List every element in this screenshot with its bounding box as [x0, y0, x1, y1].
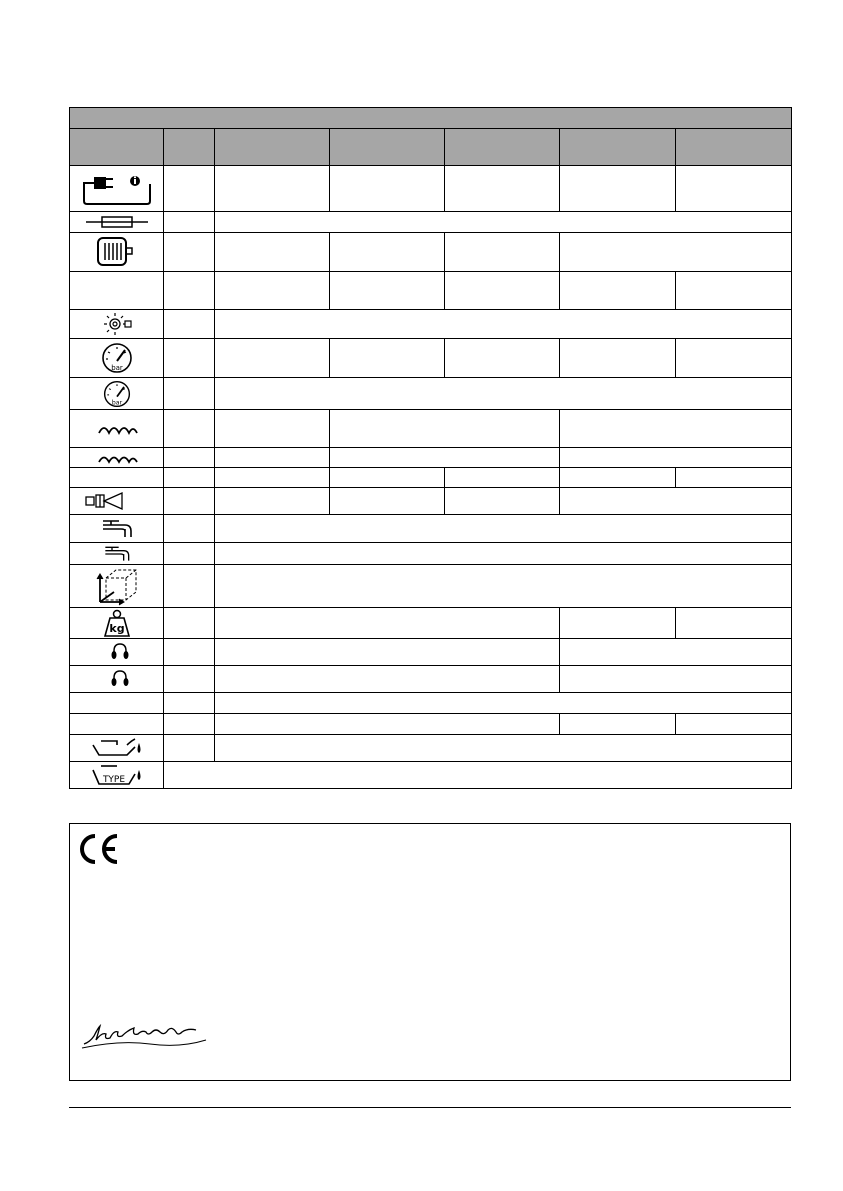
- ce-mark-icon: [78, 833, 120, 870]
- table-title-row: [70, 108, 792, 129]
- table-row: [70, 515, 792, 543]
- fuse-icon: [70, 212, 164, 233]
- ce-declaration-box: [69, 823, 791, 1081]
- svg-text:bar: bar: [110, 364, 123, 372]
- header-cell: [445, 129, 560, 166]
- table-row: [70, 735, 792, 762]
- water-tap-icon: [70, 515, 164, 543]
- table-row: [70, 608, 792, 639]
- oil-can-icon: [70, 735, 164, 762]
- table-row: [70, 565, 792, 608]
- ear-protection-icon: [70, 639, 164, 666]
- power-plug-icon: [70, 166, 164, 212]
- table-row: [70, 543, 792, 565]
- oil-type-icon: [70, 762, 164, 789]
- table-row: [70, 639, 792, 666]
- table-row: [70, 233, 792, 272]
- table-row: [70, 693, 792, 714]
- header-cell: [164, 129, 215, 166]
- header-cell: [560, 129, 676, 166]
- table-row: [70, 448, 792, 468]
- table-title: [70, 108, 792, 129]
- header-cell: [215, 129, 330, 166]
- table-row: [70, 410, 792, 448]
- header-cell: [70, 129, 164, 166]
- rotation-speed-icon: [70, 310, 164, 339]
- table-row: [70, 166, 792, 212]
- table-row: [70, 714, 792, 735]
- table-row: [70, 762, 792, 789]
- nozzle-icon: [70, 488, 164, 515]
- ear-protection-icon: [70, 666, 164, 693]
- svg-text:TYPE: TYPE: [102, 775, 125, 785]
- motor-icon: [70, 233, 164, 272]
- table-header-row: [70, 129, 792, 166]
- svg-text:kg: kg: [108, 622, 125, 635]
- technical-data-table: [69, 107, 792, 789]
- table-row: [70, 488, 792, 515]
- header-cell: [330, 129, 445, 166]
- signature-image: [80, 1018, 210, 1057]
- table-row: [70, 272, 792, 310]
- dimensions-box-icon: [70, 565, 164, 608]
- table-row: [70, 378, 792, 410]
- table-row: [70, 468, 792, 488]
- header-cell: [676, 129, 792, 166]
- table-row: [70, 310, 792, 339]
- table-row: [70, 212, 792, 233]
- footer-divider: [69, 1107, 791, 1108]
- table-row: [70, 339, 792, 378]
- water-tap-icon: [70, 543, 164, 565]
- water-inlet-icon: [70, 410, 164, 448]
- table-row: [70, 666, 792, 693]
- pressure-gauge-icon: [70, 339, 164, 378]
- weight-kg-icon: [70, 608, 164, 639]
- svg-text:bar: bar: [111, 399, 122, 407]
- water-inlet-icon: [70, 448, 164, 468]
- pressure-gauge-icon: [70, 378, 164, 410]
